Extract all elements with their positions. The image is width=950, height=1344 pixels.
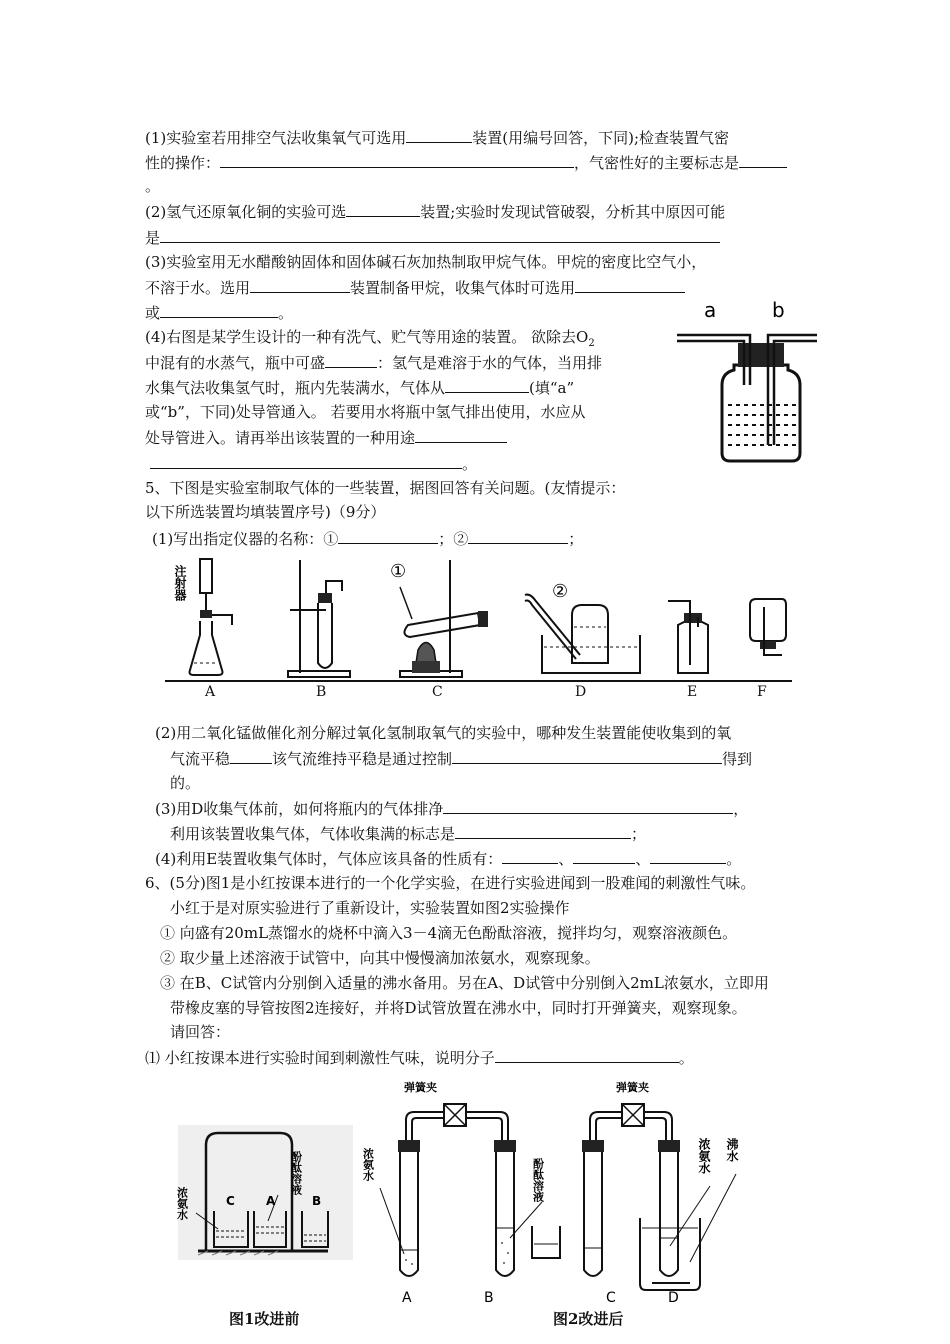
answer-blank[interactable] <box>250 277 350 293</box>
test-tube-C <box>584 1152 602 1276</box>
answer-blank[interactable] <box>160 227 720 243</box>
apparatus-C <box>390 560 488 677</box>
phenolphthalein-label-2: 酚酞溶液 <box>531 1158 545 1202</box>
marker-1: ① <box>390 561 407 582</box>
answer-blank[interactable] <box>220 152 574 168</box>
q5-sub2-line2: 气流平稳 该气流维持平稳是通过控制 得到 <box>170 750 753 768</box>
q6-step3: ③ 在B、C试管内分别倒入适量的沸水备用。另在A、D试管中分别倒入2mL浓氨水，立即用 <box>160 974 769 992</box>
marker-2: ② <box>552 581 569 602</box>
figure-1-caption: 图1改进前 <box>229 1310 300 1328</box>
q4-line13: 处导管进入。请再举出该装置的一种用途 <box>145 427 507 448</box>
q6-step2: ② 取少量上述溶液于试管中，向其中慢慢滴加浓氨水，观察现象。 <box>160 949 600 967</box>
answer-blank[interactable] <box>575 277 685 293</box>
q6-line1: 6、(5分)图1是小红按课本进行的一个化学实验，在进行实验进闻到一股难闻的刺激性气味。 <box>145 874 756 892</box>
apparatus-label-a: A <box>205 684 216 700</box>
q4-line8: 或 。 <box>145 304 294 322</box>
apparatus-label-f: F <box>757 684 767 700</box>
beaker-A-label: A <box>266 1194 276 1208</box>
q6-step1: ① 向盛有20mL蒸馏水的烧杯中滴入3－4滴无色酚酞溶液，搅拌均匀，观察溶液颜色。 <box>160 924 738 942</box>
q4-line10: 中混有的水蒸气，瓶中可盛 ：氢气是难溶于水的气体，当用排 <box>145 354 603 372</box>
answer-blank[interactable] <box>495 1047 679 1063</box>
answer-blank[interactable] <box>346 201 420 217</box>
q4-line3: 。 <box>145 177 161 195</box>
answer-blank[interactable] <box>468 528 568 544</box>
apparatus-label-e: E <box>687 684 698 700</box>
spring-clamp-label-1: 弹簧夹 <box>404 1081 437 1094</box>
q4-line5: 是 <box>145 227 720 248</box>
apparatus-label-d: D <box>575 684 587 700</box>
apparatus-B <box>288 560 350 677</box>
q5-sub2-line3: 的。 <box>170 774 201 792</box>
answer-blank[interactable] <box>650 848 726 864</box>
figure-1-before <box>175 1125 353 1260</box>
answer-blank[interactable] <box>230 748 272 764</box>
q4-line11: 水集气法收集氢气时，瓶内先装满水，气体从 (填“a” <box>145 379 575 397</box>
q4-line4: (2)氢气还原氧化铜的实验可选 装置;实验时发现试管破裂，分析其中原因可能 <box>145 203 726 221</box>
stopper-A <box>398 1140 420 1152</box>
tube-B-label: B <box>484 1290 494 1306</box>
syringe-label: 注射器 <box>173 565 187 601</box>
apparatus-D <box>525 581 640 673</box>
apparatus-figure <box>160 555 800 705</box>
apparatus-label-c: C <box>432 684 443 700</box>
answer-blank[interactable] <box>452 748 722 764</box>
q5-title-2: 以下所选装置均填装置序号)（9分） <box>145 503 386 521</box>
apparatus-A <box>173 559 232 675</box>
q6-line2: 小红于是对原实验进行了重新设计，实验装置如图2实验操作 <box>170 899 570 917</box>
phenolphthalein-label: 酚酞溶液 <box>289 1151 303 1195</box>
answer-blank[interactable] <box>445 377 529 393</box>
q4-line14: 。 <box>150 453 477 474</box>
figure-2-caption: 图2改进后 <box>553 1310 624 1328</box>
q6-step3-cont: 带橡皮塞的导管按图2连接好，并将D试管放置在沸水中，同时打开弹簧夹，观察现象。 <box>170 999 747 1017</box>
ammonia-label-D: 浓氨水 <box>697 1138 711 1174</box>
label-a: a <box>704 298 717 322</box>
q4-line9: (4)右图是某学生设计的一种有洗气、贮气等用途的装置。 欲除去$O_2$ <box>145 328 595 349</box>
stopper-D <box>658 1140 680 1152</box>
beaker-C-label: C <box>226 1194 235 1208</box>
tube-C-label: C <box>606 1290 616 1306</box>
ammonia-label: 浓氨水 <box>175 1187 189 1220</box>
q4-line6: (3)实验室用无水醋酸钠固体和固体碱石灰加热制取甲烷气体。甲烷的密度比空气小， <box>145 253 707 271</box>
answer-blank[interactable] <box>573 848 635 864</box>
answer-blank[interactable] <box>502 848 558 864</box>
tube-A-label: A <box>402 1290 412 1306</box>
stopper-B <box>494 1140 516 1152</box>
answer-blank[interactable] <box>455 823 631 839</box>
q5-sub1: (1)写出指定仪器的名称：① ；② ； <box>152 530 584 548</box>
bottle <box>722 365 800 461</box>
middle-beaker <box>532 1226 560 1258</box>
test-tube-D <box>660 1152 678 1276</box>
q4-line12: 或“b”，下同)处导管通入。 若要用水将瓶中氢气排出使用，水应从 <box>145 403 586 421</box>
test-tube-A <box>400 1152 418 1276</box>
q5-sub3-line2: 利用该装置收集气体，气体收集满的标志是 ； <box>170 825 647 843</box>
label-b: b <box>772 298 785 322</box>
answer-blank[interactable] <box>338 528 438 544</box>
q5-sub2-line1: (2)用二氧化锰做催化剂分解过氧化氢制取氧气的实验中，哪种发生装置能使收集到的氧 <box>155 724 732 742</box>
q6-sub1: ⑴ 小红按课本进行实验时闻到刺激性气味，说明分子 。 <box>145 1049 694 1067</box>
liquid <box>728 405 796 445</box>
q5-title-1: 5、下图是实验室制取气体的一些装置，据图回答有关问题。(友情提示： <box>145 479 626 497</box>
figure-1-background <box>175 1125 353 1260</box>
answer-blank[interactable] <box>415 427 507 443</box>
apparatus-F <box>750 599 786 655</box>
ammonia-label-A: 浓氨水 <box>361 1148 375 1181</box>
apparatus-E <box>668 601 708 673</box>
answer-blank[interactable] <box>325 352 377 368</box>
q5-sub3-line1: (3)用D收集气体前，如何将瓶内的气体排净 ， <box>155 800 749 818</box>
spring-clamp-label-2: 弹簧夹 <box>616 1081 649 1094</box>
boiling-water-label: 沸水 <box>725 1138 739 1162</box>
answer-blank[interactable] <box>739 152 787 168</box>
apparatus-label-b: B <box>316 684 327 700</box>
answer-blank[interactable] <box>150 453 462 469</box>
answer-blank[interactable] <box>406 127 472 143</box>
q4-line2: 性的操作： ，气密性好的主要标志是 <box>145 152 787 173</box>
gas-washing-bottle-figure <box>672 295 822 475</box>
test-tube-B <box>496 1152 514 1276</box>
beaker-B-label: B <box>312 1194 322 1208</box>
q4-line1: (1)实验室若用排空气法收集氧气可选用 装置(用编号回答，下同);检查装置气密 <box>145 129 730 147</box>
answer-blank[interactable] <box>443 798 733 814</box>
q4-line7: 不溶于水。选用 装置制备甲烷，收集气体时可选用 <box>145 277 685 298</box>
q5-sub4: (4)利用E装置收集气体时，气体应该具备的性质有： 、 、 。 <box>155 850 742 868</box>
figure-2-after <box>360 1078 745 1308</box>
answer-blank[interactable] <box>160 302 278 318</box>
q6-prompt: 请回答： <box>170 1023 231 1041</box>
tube-D-label: D <box>668 1290 679 1306</box>
boiling-water-beaker <box>640 1218 700 1290</box>
stopper-C <box>582 1140 604 1152</box>
